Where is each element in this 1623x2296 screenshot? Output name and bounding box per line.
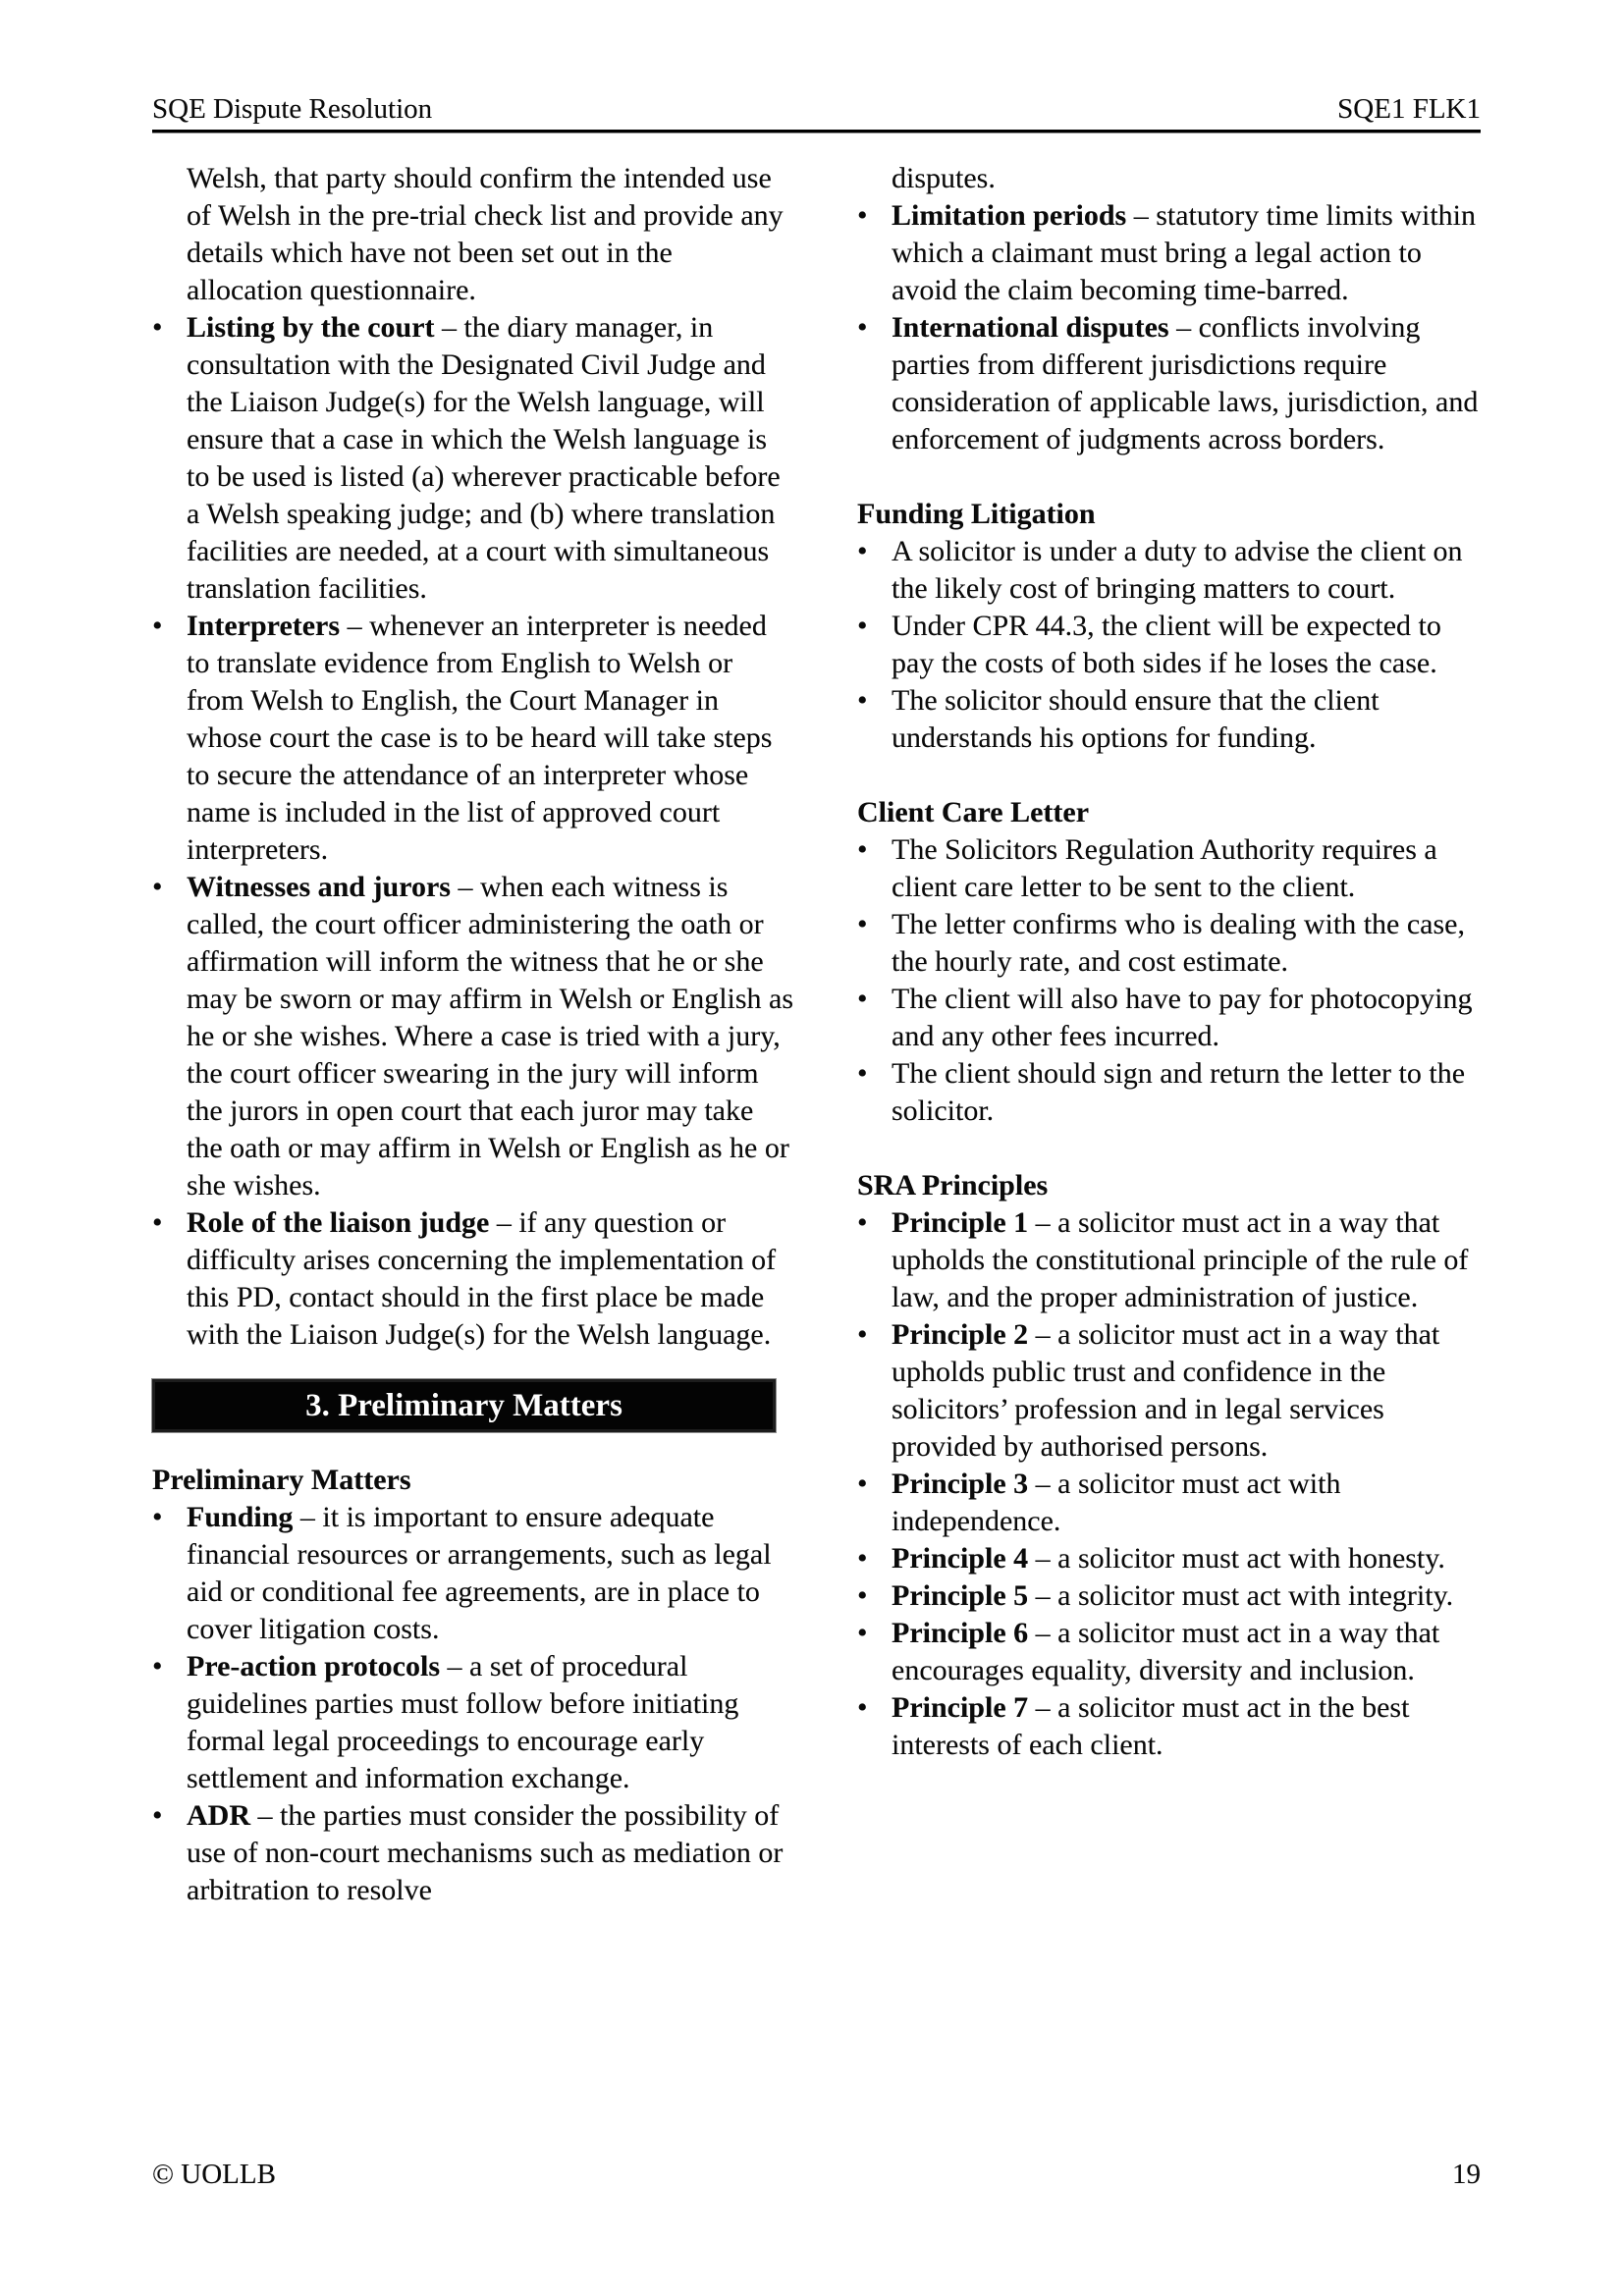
bullet-icon xyxy=(857,906,892,981)
bullet-icon xyxy=(857,1055,892,1130)
list-item xyxy=(152,1648,795,1797)
bullet-icon xyxy=(857,1204,892,1316)
list-item xyxy=(857,1055,1481,1130)
list-item-text xyxy=(187,1204,795,1354)
list-item xyxy=(152,1204,795,1354)
section-heading-text: 3. Preliminary Matters xyxy=(305,1388,622,1423)
list-item xyxy=(857,1466,1481,1540)
list-item-body: – a set of procedural guidelines parties must follow before initiating formal legal proceedings to encourage early settlement and information exchange. xyxy=(187,1650,739,1794)
list-item-term: International disputes xyxy=(892,311,1169,344)
list-item-term: Principle 7 xyxy=(892,1691,1029,1724)
left-column xyxy=(152,160,795,1909)
list-item xyxy=(152,869,795,1204)
bullet-icon xyxy=(152,1797,187,1909)
list-item xyxy=(857,1577,1481,1615)
list-item-body: – a solicitor must act in a way that upholds the constitutional principle of the rule of law, and the proper administration of justice. xyxy=(892,1206,1469,1313)
list-item-term: Funding xyxy=(187,1501,294,1533)
list-item-body: – a solicitor must act in the best interests of each client. xyxy=(892,1691,1410,1761)
list-item xyxy=(857,1204,1481,1316)
list-item xyxy=(857,906,1481,981)
list-item-term: Principle 6 xyxy=(892,1617,1029,1649)
list-item xyxy=(152,1797,795,1909)
list-item-text xyxy=(187,608,795,869)
list-item-body: – when each witness is called, the court officer administering the oath or affirmation will inform the witness that he or she may be sworn or may affirm in Welsh or English as he or she wishes. Where a case is tried with a jury, the court officer swearing in the jury will inform the jurors in open court that each juror may take the oath or may affirm in Welsh or English as he or she wishes. xyxy=(187,871,794,1201)
list-item xyxy=(857,682,1481,757)
header-row xyxy=(152,92,1481,126)
bullet-icon xyxy=(152,1204,187,1354)
list-item-body: – a solicitor must act in a way that encourages equality, diversity and inclusion. xyxy=(892,1617,1440,1686)
list-item-body: – statutory time limits within which a claimant must bring a legal action to avoid the claim becoming time-barred. xyxy=(892,199,1477,306)
header-exam-code: SQE1 FLK1 xyxy=(1337,93,1481,125)
list-item-body: The solicitor should ensure that the client understands his options for funding. xyxy=(892,684,1380,754)
bullet-icon xyxy=(152,608,187,869)
list-item xyxy=(857,981,1481,1055)
list-item-body: – conflicts involving parties from different jurisdictions require consideration of applicable laws, jurisdiction, and enforcement of judgments across borders. xyxy=(892,311,1479,455)
two-column-body xyxy=(152,160,1481,1909)
bullet-icon xyxy=(857,1577,892,1615)
subsection-heading: Preliminary Matters xyxy=(152,1464,411,1496)
bullet-icon xyxy=(857,1316,892,1466)
header-rule xyxy=(152,130,1481,133)
list-item xyxy=(857,309,1481,458)
list-item xyxy=(857,197,1481,309)
list-item-text xyxy=(187,1648,795,1797)
list-item-body: – a solicitor must act with independence. xyxy=(892,1468,1341,1537)
list-item-text xyxy=(892,309,1481,458)
list-item-text xyxy=(892,1615,1481,1689)
list-item-text xyxy=(892,1316,1481,1466)
list-item-text xyxy=(892,1540,1481,1577)
page-footer xyxy=(152,2158,1481,2191)
section-heading-banner xyxy=(152,1379,776,1432)
page-number: 19 xyxy=(1452,2159,1481,2190)
list-item-body: Under CPR 44.3, the client will be expected to pay the costs of both sides if he loses the case. xyxy=(892,610,1441,679)
list-item-body: – if any question or difficulty arises concerning the implementation of this PD, contact should in the first place be made with the Liaison Judge(s) for the Welsh language. xyxy=(187,1206,777,1351)
bullet-icon xyxy=(152,309,187,608)
list-item-term: Witnesses and jurors xyxy=(187,871,451,903)
paragraph-continuation: Welsh, that party should confirm the intended use of Welsh in the pre-trial check list and provide any details which have not been set out in the allocation questionnaire. xyxy=(187,162,784,306)
list-item-body: – the diary manager, in consultation with the Designated Civil Judge and the Liaison Judge(s) for the Welsh language, will ensure that a case in which the Welsh language is to be used is listed (a) wherever practicable before a Welsh speaking judge; and (b) where translation facilities are needed, at a court with simultaneous translation facilities. xyxy=(187,311,781,605)
bullet-icon xyxy=(857,981,892,1055)
list-item xyxy=(857,1689,1481,1764)
bullet-icon xyxy=(857,608,892,682)
list-item-text xyxy=(187,1499,795,1648)
paragraph-continuation: disputes. xyxy=(892,162,996,194)
list-item-term: Listing by the court xyxy=(187,311,435,344)
page-header xyxy=(152,92,1481,133)
list-item-text xyxy=(892,1466,1481,1540)
list-item-body: – a solicitor must act in a way that upholds public trust and confidence in the solicitors’ profession and in legal services provided by authorised persons. xyxy=(892,1318,1440,1463)
bullet-icon xyxy=(152,869,187,1204)
list-item-text xyxy=(187,869,795,1204)
list-item-term: Principle 2 xyxy=(892,1318,1029,1351)
list-item-body: A solicitor is under a duty to advise the client on the likely cost of bringing matters to court. xyxy=(892,535,1463,605)
list-item-term: Principle 3 xyxy=(892,1468,1029,1500)
subsection-heading: Funding Litigation xyxy=(857,498,1096,530)
list-item-body: The Solicitors Regulation Authority requires a client care letter to be sent to the client. xyxy=(892,833,1437,903)
list-item xyxy=(857,1316,1481,1466)
bullet-icon xyxy=(857,1615,892,1689)
list-item-term: Principle 4 xyxy=(892,1542,1029,1575)
list-item-text xyxy=(892,1204,1481,1316)
bullet-icon xyxy=(857,309,892,458)
list-item xyxy=(857,1615,1481,1689)
list-item-body: The letter confirms who is dealing with the case, the hourly rate, and cost estimate. xyxy=(892,908,1465,978)
list-item-text xyxy=(892,197,1481,309)
header-title: SQE Dispute Resolution xyxy=(152,93,433,125)
list-item xyxy=(857,608,1481,682)
list-item-body: – a solicitor must act with honesty. xyxy=(1028,1542,1445,1575)
list-item-body: – a solicitor must act with integrity. xyxy=(1028,1579,1454,1612)
list-item xyxy=(152,309,795,608)
subsection-heading: SRA Principles xyxy=(857,1169,1049,1201)
list-item-body: – the parties must consider the possibility of use of non-court mechanisms such as mediation or arbitration to resolve xyxy=(187,1799,784,1906)
bullet-icon xyxy=(857,1689,892,1764)
list-item xyxy=(857,831,1481,906)
list-item-term: Role of the liaison judge xyxy=(187,1206,490,1239)
list-item-term: Interpreters xyxy=(187,610,341,642)
copyright-text: © UOLLB xyxy=(152,2159,276,2190)
list-item-text xyxy=(892,1689,1481,1764)
list-item-body: – whenever an interpreter is needed to translate evidence from English to Welsh or from Welsh to English, the Court Manager in whose court the case is to be heard will take steps to secure the attendance of an interpreter whose name is included in the list of approved court interpreters. xyxy=(187,610,773,866)
list-item-text xyxy=(892,1577,1481,1615)
list-item-text xyxy=(187,309,795,608)
bullet-icon xyxy=(152,1648,187,1797)
list-item-body: The client should sign and return the letter to the solicitor. xyxy=(892,1057,1466,1127)
list-item xyxy=(152,1499,795,1648)
bullet-icon xyxy=(857,197,892,309)
bullet-icon xyxy=(857,1466,892,1540)
list-item-body: The client will also have to pay for photocopying and any other fees incurred. xyxy=(892,983,1473,1052)
list-item-term: Limitation periods xyxy=(892,199,1127,232)
bullet-icon xyxy=(857,831,892,906)
right-column xyxy=(857,160,1481,1909)
list-item-body: – it is important to ensure adequate financial resources or arrangements, such as legal aid or conditional fee agreements, are in place to cover litigation costs. xyxy=(187,1501,772,1645)
bullet-icon xyxy=(857,1540,892,1577)
subsection-heading: Client Care Letter xyxy=(857,796,1090,828)
list-item xyxy=(857,533,1481,608)
list-item xyxy=(857,1540,1481,1577)
list-item-term: ADR xyxy=(187,1799,250,1832)
bullet-icon xyxy=(152,1499,187,1648)
list-item-term: Principle 5 xyxy=(892,1579,1029,1612)
list-item-text xyxy=(187,1797,795,1909)
bullet-icon xyxy=(857,682,892,757)
list-item-term: Pre-action protocols xyxy=(187,1650,441,1682)
list-item-term: Principle 1 xyxy=(892,1206,1029,1239)
bullet-icon xyxy=(857,533,892,608)
list-item xyxy=(152,608,795,869)
